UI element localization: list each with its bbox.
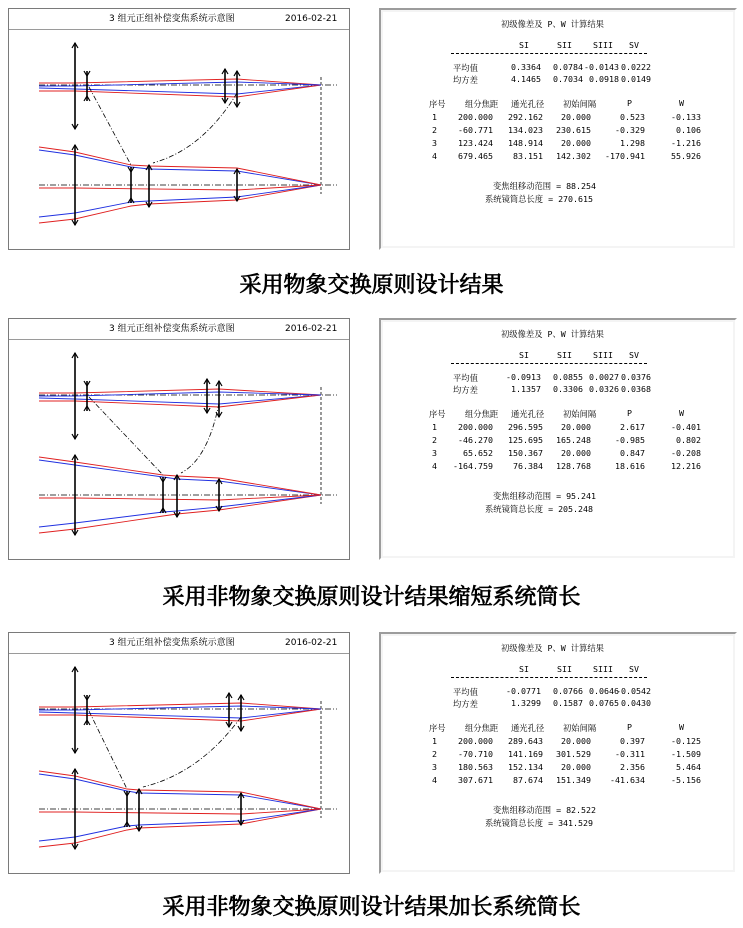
table-header: 组分焦距 xyxy=(465,723,499,733)
table-cell: 679.465 xyxy=(458,151,493,161)
stats-value: 0.0855 xyxy=(553,372,583,382)
diagram-window xyxy=(8,8,350,250)
stats-value: 0.0326 xyxy=(589,384,619,394)
table-cell: 134.023 xyxy=(508,125,543,135)
stats-value: 0.0766 xyxy=(553,686,583,696)
stats-row-label: 均方差 xyxy=(453,699,478,709)
table-cell: 152.134 xyxy=(508,762,543,772)
table-header: 通光孔径 xyxy=(511,723,545,733)
window-date: 2016-02-21 xyxy=(285,638,338,648)
zoom-system-diagram xyxy=(9,29,349,249)
ray-path xyxy=(39,495,321,500)
window-title: 3 组元正组补偿变焦系统示意图 xyxy=(109,14,235,24)
table-cell: -0.985 xyxy=(615,435,645,445)
stats-value: 1.1357 xyxy=(511,384,541,394)
table-cell: 20.000 xyxy=(561,422,591,432)
stats-value: 0.0430 xyxy=(621,698,651,708)
table-cell: -46.270 xyxy=(458,435,493,445)
table-header: 通光孔径 xyxy=(511,409,545,419)
table-cell: -5.156 xyxy=(671,775,701,785)
table-cell: 141.169 xyxy=(508,749,543,759)
results-content xyxy=(383,322,733,556)
table-cell: 20.000 xyxy=(561,112,591,122)
table-header: W xyxy=(679,98,684,108)
aberration-header: SI xyxy=(519,40,529,50)
table-cell: -0.208 xyxy=(671,448,701,458)
stats-value: 0.0368 xyxy=(621,384,651,394)
table-cell: 3 xyxy=(432,138,437,148)
table-cell: -0.133 xyxy=(671,112,701,122)
ray-path xyxy=(39,85,321,97)
table-cell: 0.397 xyxy=(620,736,645,746)
ray-path xyxy=(39,771,321,809)
table-cell: 128.768 xyxy=(556,461,591,471)
ray-path xyxy=(39,809,321,841)
table-cell: 165.248 xyxy=(556,435,591,445)
stats-row-label: 平均值 xyxy=(453,373,478,383)
table-cell: 200.000 xyxy=(458,112,493,122)
table-cell: 2 xyxy=(432,435,437,445)
table-header: 通光孔径 xyxy=(511,99,545,109)
system-length-text: 系统镜筒总长度 = 205.248 xyxy=(485,504,594,514)
table-header: 初始间隔 xyxy=(563,723,597,733)
window-title-bar xyxy=(9,633,349,654)
stats-value: 0.0765 xyxy=(589,698,619,708)
table-cell: 200.000 xyxy=(458,422,493,432)
window-date: 2016-02-21 xyxy=(285,14,338,24)
compensator-lens xyxy=(204,379,210,413)
zoom-system-diagram xyxy=(9,339,349,559)
results-panel xyxy=(379,318,737,560)
zoom-range-text: 变焦组移动范围 = 95.241 xyxy=(493,491,597,501)
window-title-bar xyxy=(9,319,349,340)
table-cell: 0.106 xyxy=(676,125,701,135)
stats-value: -0.0542 xyxy=(616,686,651,696)
stats-value: -0.0143 xyxy=(584,62,619,72)
table-cell: 307.671 xyxy=(458,775,493,785)
table-cell: -1.509 xyxy=(671,749,701,759)
table-header: P xyxy=(627,722,632,732)
table-cell: 0.847 xyxy=(620,448,645,458)
table-cell: 230.615 xyxy=(556,125,591,135)
stats-row-label: 均方差 xyxy=(453,75,478,85)
stats-value: -0.0913 xyxy=(506,372,541,382)
table-cell: 20.000 xyxy=(561,448,591,458)
table-cell: 1.298 xyxy=(620,138,645,148)
table-cell: 289.643 xyxy=(508,736,543,746)
results-content xyxy=(383,12,733,246)
table-header: 序号 xyxy=(429,723,446,733)
stats-row-label: 均方差 xyxy=(453,385,478,395)
table-cell: 4 xyxy=(432,151,437,161)
stats-value: 0.0027 xyxy=(589,372,619,382)
ray-path xyxy=(39,185,321,190)
results-panel xyxy=(379,632,737,874)
table-cell: 20.000 xyxy=(561,736,591,746)
table-cell: 4 xyxy=(432,775,437,785)
aberration-header: SIII xyxy=(593,664,613,674)
relay-lens xyxy=(216,381,222,417)
zoom-system-diagram xyxy=(9,653,349,873)
table-cell: 1 xyxy=(432,422,437,432)
stats-value: 0.0784 xyxy=(553,62,583,72)
table-cell: 148.914 xyxy=(508,138,543,148)
stats-value: 4.1465 xyxy=(511,74,541,84)
table-cell: 1 xyxy=(432,112,437,122)
compensator-path xyxy=(143,717,241,787)
stats-value: 0.3306 xyxy=(553,384,583,394)
stats-value: 1.3299 xyxy=(511,698,541,708)
table-header: W xyxy=(679,722,684,732)
table-cell: -70.710 xyxy=(458,749,493,759)
table-cell: 296.595 xyxy=(508,422,543,432)
stats-value: 0.0646 xyxy=(589,686,619,696)
variator-path xyxy=(89,397,163,475)
compensator-path xyxy=(181,403,219,473)
ray-path xyxy=(39,703,321,709)
relay-lens xyxy=(234,71,240,107)
ray-path xyxy=(39,460,321,495)
results-title: 初级像差及 P、W 计算结果 xyxy=(501,329,604,339)
ray-path xyxy=(39,147,321,185)
table-cell: -0.329 xyxy=(615,125,645,135)
table-header: 初始间隔 xyxy=(563,99,597,109)
section-caption: 采用物象交换原则设计结果 xyxy=(239,272,504,298)
table-cell: 55.926 xyxy=(671,151,701,161)
separator-line xyxy=(451,53,647,54)
aberration-header: SI xyxy=(519,664,529,674)
stats-value: -0.0771 xyxy=(506,686,541,696)
window-title-bar xyxy=(9,9,349,30)
results-title: 初级像差及 P、W 计算结果 xyxy=(501,643,604,653)
table-header: P xyxy=(627,98,632,108)
zoom-range-text: 变焦组移动范围 = 82.522 xyxy=(493,805,597,815)
results-title: 初级像差及 P、W 计算结果 xyxy=(501,19,604,29)
table-cell: 180.563 xyxy=(458,762,493,772)
table-cell: -0.401 xyxy=(671,422,701,432)
diagram-window xyxy=(8,632,350,874)
table-header: 组分焦距 xyxy=(465,409,499,419)
aberration-header: SIII xyxy=(593,40,613,50)
stats-value: 0.0918 xyxy=(589,74,619,84)
system-length-text: 系统镜筒总长度 = 270.615 xyxy=(485,194,594,204)
table-cell: 123.424 xyxy=(458,138,493,148)
results-panel xyxy=(379,8,737,250)
table-cell: 87.674 xyxy=(513,775,543,785)
aberration-header: SII xyxy=(557,350,572,360)
table-cell: 76.384 xyxy=(513,461,543,471)
table-header: W xyxy=(679,408,684,418)
diagram-window xyxy=(8,318,350,560)
table-cell: 2 xyxy=(432,125,437,135)
aberration-header: SV xyxy=(629,40,639,50)
ray-path xyxy=(39,809,321,814)
compensator-lens xyxy=(222,69,228,103)
ray-path xyxy=(39,150,321,185)
table-cell: 2 xyxy=(432,749,437,759)
stats-value: 0.3364 xyxy=(511,62,541,72)
table-cell: 3 xyxy=(432,762,437,772)
table-cell: 20.000 xyxy=(561,762,591,772)
table-cell: 0.802 xyxy=(676,435,701,445)
table-cell: 1 xyxy=(432,736,437,746)
system-length-text: 系统镜筒总长度 = 341.529 xyxy=(485,818,594,828)
ray-path xyxy=(39,774,321,809)
table-header: 序号 xyxy=(429,99,446,109)
separator-line xyxy=(451,677,647,678)
aberration-header: SIII xyxy=(593,350,613,360)
table-cell: 2.356 xyxy=(620,762,645,772)
ray-path xyxy=(39,395,321,404)
aberration-header: SI xyxy=(519,350,529,360)
section-caption: 采用非物象交换原则设计结果加长系统筒长 xyxy=(162,894,581,920)
table-cell: 292.162 xyxy=(508,112,543,122)
ray-path xyxy=(39,185,321,217)
table-cell: 12.216 xyxy=(671,461,701,471)
table-cell: 18.616 xyxy=(615,461,645,471)
table-cell: 5.464 xyxy=(676,762,701,772)
compensator-path xyxy=(153,93,237,163)
table-cell: -0.311 xyxy=(615,749,645,759)
ray-path xyxy=(39,809,321,847)
window-title: 3 组元正组补偿变焦系统示意图 xyxy=(109,638,235,648)
stats-value: 0.1587 xyxy=(553,698,583,708)
ray-path xyxy=(39,85,321,94)
table-cell: -164.759 xyxy=(453,461,493,471)
section-caption: 采用非物象交换原则设计结果缩短系统筒长 xyxy=(162,584,581,610)
table-cell: 83.151 xyxy=(513,151,543,161)
aberration-header: SII xyxy=(557,40,572,50)
zoom-range-text: 变焦组移动范围 = 88.254 xyxy=(493,181,597,191)
table-cell: 2.617 xyxy=(620,422,645,432)
table-cell: 200.000 xyxy=(458,736,493,746)
ray-path xyxy=(39,395,321,407)
aberration-header: SII xyxy=(557,664,572,674)
ray-path xyxy=(39,495,321,533)
aberration-header: SV xyxy=(629,350,639,360)
table-cell: 0.523 xyxy=(620,112,645,122)
table-cell: -0.125 xyxy=(671,736,701,746)
table-cell: 65.652 xyxy=(463,448,493,458)
table-cell: 125.695 xyxy=(508,435,543,445)
variator-path xyxy=(89,87,131,165)
table-header: 初始间隔 xyxy=(563,409,597,419)
results-content xyxy=(383,636,733,870)
table-cell: 150.367 xyxy=(508,448,543,458)
relay-lens xyxy=(238,695,244,731)
window-title: 3 组元正组补偿变焦系统示意图 xyxy=(109,324,235,334)
ray-path xyxy=(39,709,321,718)
stats-row-label: 平均值 xyxy=(453,63,478,73)
table-cell: 151.349 xyxy=(556,775,591,785)
stats-row-label: 平均值 xyxy=(453,687,478,697)
table-header: 序号 xyxy=(429,409,446,419)
stats-value: 0.0222 xyxy=(621,62,651,72)
ray-path xyxy=(39,79,321,85)
table-cell: 20.000 xyxy=(561,138,591,148)
table-cell: 301.529 xyxy=(556,749,591,759)
stats-value: 0.0149 xyxy=(621,74,651,84)
table-header: P xyxy=(627,408,632,418)
table-cell: -170.941 xyxy=(605,151,645,161)
separator-line xyxy=(451,363,647,364)
table-header: 组分焦距 xyxy=(465,99,499,109)
table-cell: 4 xyxy=(432,461,437,471)
table-cell: -41.634 xyxy=(610,775,645,785)
variator-path xyxy=(89,711,127,789)
table-cell: -1.216 xyxy=(671,138,701,148)
aberration-header: SV xyxy=(629,664,639,674)
window-date: 2016-02-21 xyxy=(285,324,338,334)
stats-value: 0.0376 xyxy=(621,372,651,382)
compensator-lens xyxy=(226,693,232,727)
ray-path xyxy=(39,709,321,721)
table-cell: 3 xyxy=(432,448,437,458)
stats-value: 0.7034 xyxy=(553,74,583,84)
table-cell: 142.302 xyxy=(556,151,591,161)
table-cell: -60.771 xyxy=(458,125,493,135)
